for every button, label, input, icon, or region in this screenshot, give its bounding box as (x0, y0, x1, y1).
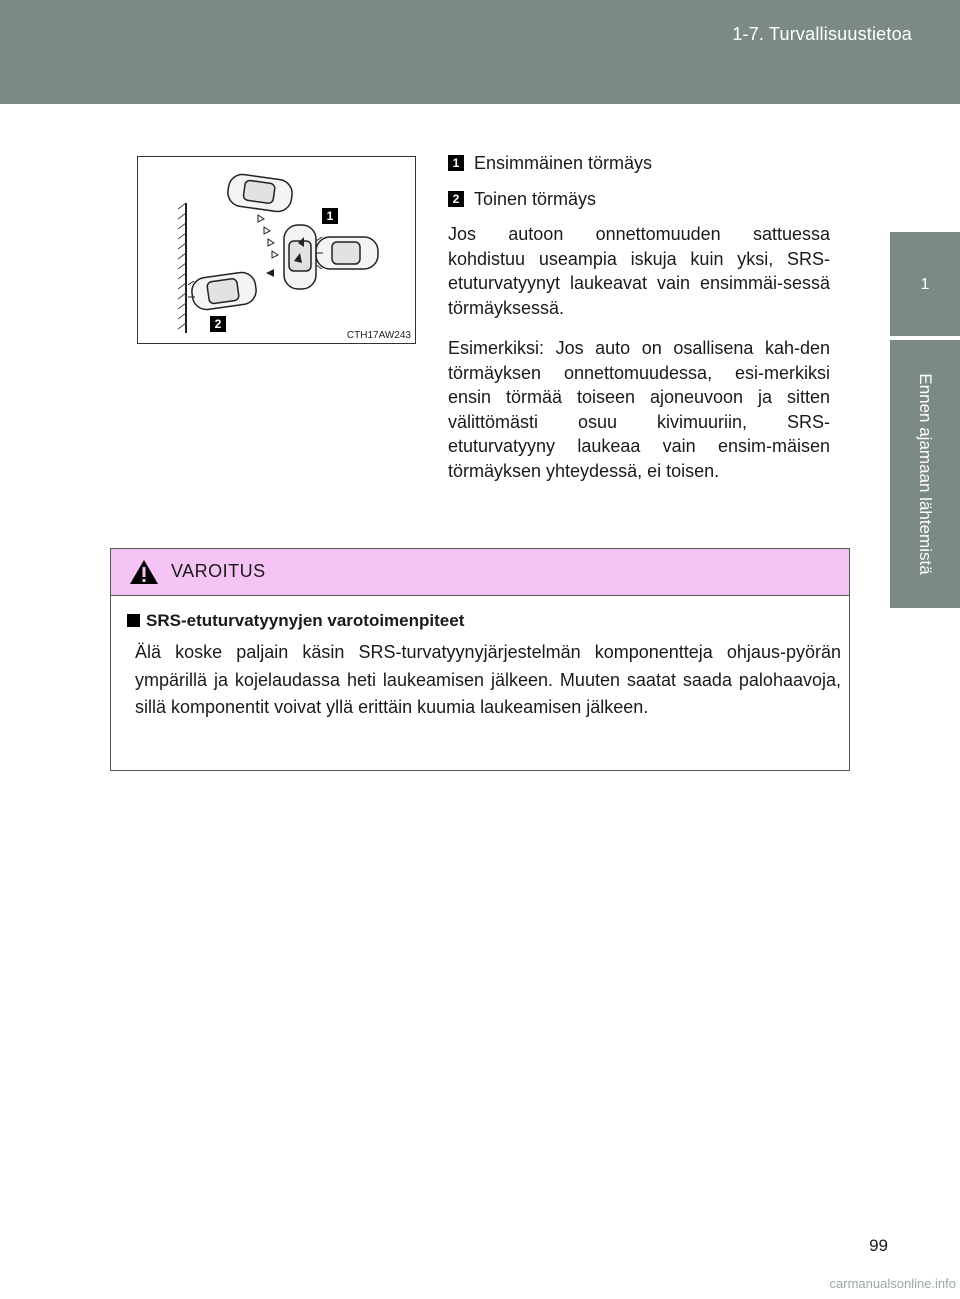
item-badge: 1 (448, 155, 464, 171)
figure-badge-2: 2 (210, 316, 226, 332)
warning-triangle-icon (129, 559, 159, 585)
collision-drawing (138, 157, 415, 343)
figure-code: CTH17AW243 (346, 330, 411, 341)
figure-badge-1: 1 (322, 208, 338, 224)
warning-subtitle-text: SRS-etuturvatyynyjen varotoimenpiteet (146, 611, 465, 630)
paragraph: Jos autoon onnettomuuden sattuessa kohdistuu useampia iskuja kuin yksi, SRS-etuturvatyynyt laukeavat vain ensimmäi-sessä törmäyksessä. (448, 224, 830, 318)
page-header (0, 0, 960, 104)
warning-box (110, 548, 850, 771)
paragraph: Esimerkiksi: Jos auto on osallisena kah-den törmäyksen onnettomuudessa, esi-merkiksi ensin törmää toiseen ajoneuvoon ja sitten välittömästi osuu kivimuuriin, SRS-etuturvatyyny laukeaa vain ensim-mäisen törmäyksen yhteydessä, ei toisen. (448, 338, 830, 481)
page-number: 99 (869, 1236, 888, 1255)
warning-body: Älä koske paljain käsin SRS-turvatyynyjärjestelmän komponentteja ohjaus-pyörän ympärillä ja kojelaudassa heti laukeamisen jälkeen. Muuten saatat saada palohaavoja, sillä komponentit voivat yllä erittäin kuumia laukeamisen jälkeen. (135, 642, 841, 717)
item-text: Toinen törmäys (474, 189, 597, 209)
bullet-square-icon (127, 614, 140, 627)
watermark: carmanualsonline.info (829, 1276, 956, 1291)
warning-title: VAROITUS (171, 561, 266, 581)
warning-header (111, 549, 849, 596)
chapter-label-tab (890, 340, 960, 608)
item-badge: 2 (448, 191, 464, 207)
item-text: Ensimmäinen törmäys (474, 153, 653, 173)
chapter-number: 1 (920, 276, 930, 293)
chapter-tab[interactable] (890, 232, 960, 336)
collision-illustration (137, 156, 416, 344)
chapter-label: Ennen ajamaan lähtemistä (916, 373, 935, 575)
warning-subtitle (127, 611, 464, 631)
section-title: 1-7. Turvallisuustietoa (732, 24, 912, 44)
